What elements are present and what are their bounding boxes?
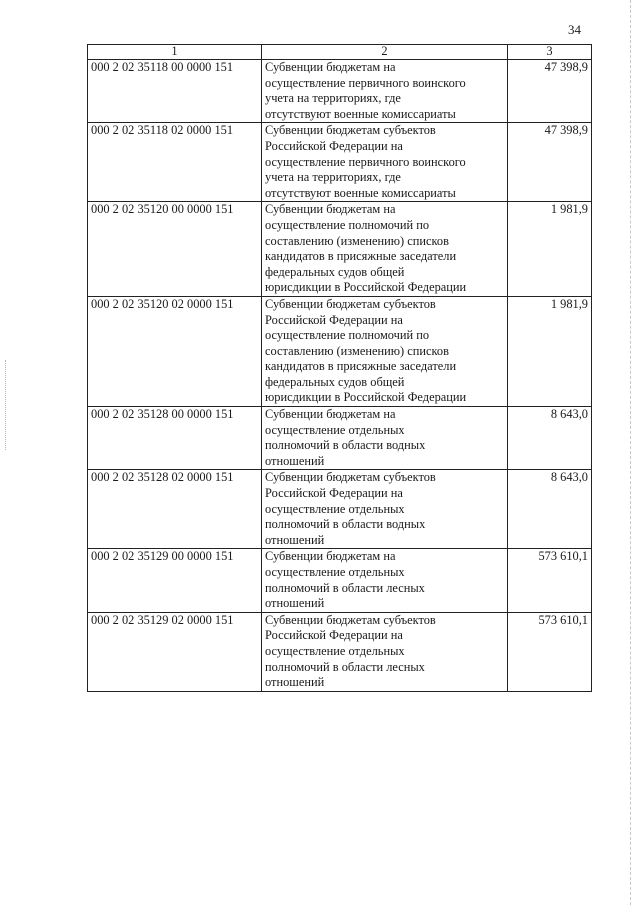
budget-description: Субвенции бюджетам субъектов Российской Федерации на осуществление полномочий по составлению (изменению) списков кандидатов в присяжные заседатели федеральных судов общей юрисдикции в Российской Федерации bbox=[262, 296, 508, 406]
table-row bbox=[88, 407, 592, 470]
budget-code: 000 2 02 35118 02 0000 151 bbox=[88, 123, 262, 202]
budget-amount: 573 610,1 bbox=[508, 549, 592, 612]
table-row bbox=[88, 612, 592, 691]
budget-description: Субвенции бюджетам на осуществление полномочий по составлению (изменению) списков кандидатов в присяжные заседатели федеральных судов общей юрисдикции в Российской Федерации bbox=[262, 202, 508, 297]
scan-margin-line-left bbox=[5, 360, 7, 450]
budget-code: 000 2 02 35129 02 0000 151 bbox=[88, 612, 262, 691]
table-row bbox=[88, 470, 592, 549]
budget-code: 000 2 02 35128 00 0000 151 bbox=[88, 407, 262, 470]
table-row bbox=[88, 296, 592, 406]
budget-description: Субвенции бюджетам субъектов Российской Федерации на осуществление отдельных полномочий в области лесных отношений bbox=[262, 612, 508, 691]
budget-amount: 47 398,9 bbox=[508, 60, 592, 123]
table-row bbox=[88, 60, 592, 123]
budget-code: 000 2 02 35120 02 0000 151 bbox=[88, 296, 262, 406]
budget-description: Субвенции бюджетам на осуществление отдельных полномочий в области водных отношений bbox=[262, 407, 508, 470]
header-description: 2 bbox=[262, 45, 508, 60]
budget-amount: 1 981,9 bbox=[508, 296, 592, 406]
budget-amount: 47 398,9 bbox=[508, 123, 592, 202]
header-code: 1 bbox=[88, 45, 262, 60]
budget-description: Субвенции бюджетам субъектов Российской Федерации на осуществление первичного воинского учета на территориях, где отсутствуют военные комиссариаты bbox=[262, 123, 508, 202]
budget-description: Субвенции бюджетам на осуществление первичного воинского учета на территориях, где отсутствуют военные комиссариаты bbox=[262, 60, 508, 123]
scan-margin-line-right bbox=[630, 0, 632, 905]
budget-table bbox=[87, 44, 592, 692]
budget-code: 000 2 02 35118 00 0000 151 bbox=[88, 60, 262, 123]
budget-amount: 1 981,9 bbox=[508, 202, 592, 297]
budget-description: Субвенции бюджетам субъектов Российской Федерации на осуществление отдельных полномочий в области водных отношений bbox=[262, 470, 508, 549]
budget-code: 000 2 02 35129 00 0000 151 bbox=[88, 549, 262, 612]
table-row bbox=[88, 202, 592, 297]
budget-amount: 573 610,1 bbox=[508, 612, 592, 691]
page-number: 34 bbox=[568, 22, 581, 37]
budget-amount: 8 643,0 bbox=[508, 407, 592, 470]
table-body bbox=[88, 60, 592, 692]
budget-code: 000 2 02 35120 00 0000 151 bbox=[88, 202, 262, 297]
budget-description: Субвенции бюджетам на осуществление отдельных полномочий в области лесных отношений bbox=[262, 549, 508, 612]
budget-amount: 8 643,0 bbox=[508, 470, 592, 549]
table-row bbox=[88, 123, 592, 202]
table-row bbox=[88, 549, 592, 612]
header-row bbox=[88, 45, 592, 60]
budget-code: 000 2 02 35128 02 0000 151 bbox=[88, 470, 262, 549]
table-header bbox=[88, 45, 592, 60]
header-amount: 3 bbox=[508, 45, 592, 60]
